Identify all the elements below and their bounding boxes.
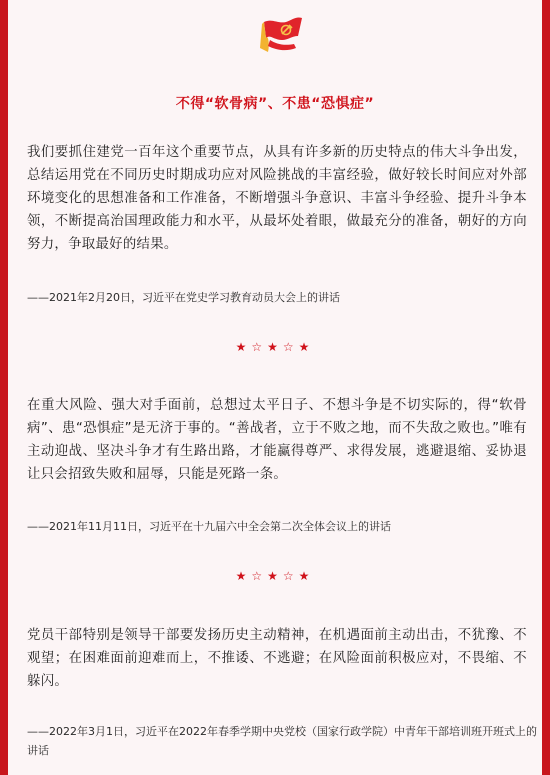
article-page (8, 0, 542, 775)
quote-source-1: ——2021年2月20日，习近平在党史学习教育动员大会上的讲话 (27, 291, 340, 304)
star-divider: ★☆★☆★ (235, 569, 315, 583)
page-title: 不得“软骨病”、不患“恐惧症” (175, 96, 375, 112)
quote-text-3: 党员干部特别是领导干部要发扬历史主动精神，在机遇面前主动出击，不犹豫、不观望；在困难面前迎难而上，不推诿、不逃避；在风险面前积极应对，不畏缩、不躲闪。 (27, 628, 527, 689)
quote-source-2: ——2021年11月11日，习近平在十九届六中全会第二次全体会议上的讲话 (27, 520, 391, 533)
quote-text-2: 在重大风险、强大对手面前，总想过太平日子、不想斗争是不切实际的，得“软骨病”、患“恐惧症”是无济于事的。“善战者，立于不败之地，而不失敌之败也。”唯有主动迎战、坚决斗争才有生路出路，才能赢得尊严、求得发展，逃避退缩、妥协退让只会招致失败和屈辱，只能是死路一条。 (27, 398, 527, 482)
party-flag-icon (256, 14, 306, 56)
star-divider: ★☆★☆★ (235, 340, 315, 354)
quote-text-1: 我们要抓住建党一百年这个重要节点，从具有许多新的历史特点的伟大斗争出发，总结运用党在不同历史时期成功应对风险挑战的丰富经验，做好较长时间应对外部环境变化的思想准备和工作准备，不断增强斗争意识、丰富斗争经验、提升斗争本领，不断提高治国理政能力和水平，从最坏处着眼，做最充分的准备，朝好的方向努力，争取最好的结果。 (27, 145, 527, 252)
quote-source-3: ——2022年3月1日，习近平在2022年春季学期中央党校（国家行政学院）中青年干部培训班开班式上的讲话 (27, 725, 537, 757)
